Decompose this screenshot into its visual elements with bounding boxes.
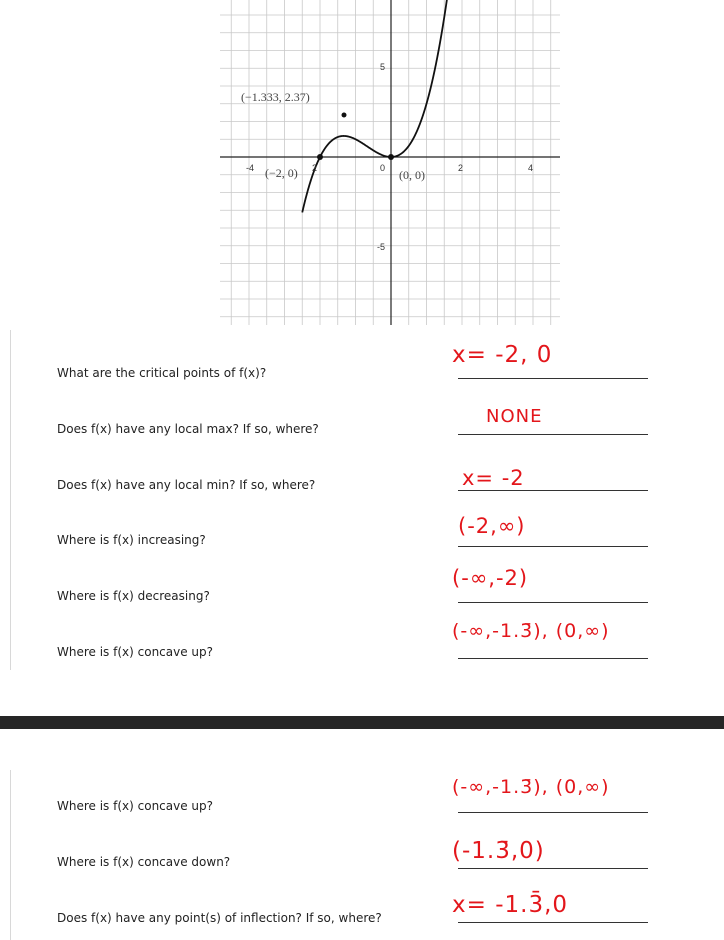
local-max-point	[342, 113, 347, 118]
question-increasing: Where is f(x) increasing?	[57, 533, 206, 547]
label-left-root: (−2, 0)	[265, 166, 298, 180]
question-concave-down: Where is f(x) concave down?	[57, 855, 231, 869]
answer-line-local-max	[458, 434, 648, 435]
tick-x-0: 0	[380, 163, 386, 173]
answer-line-increasing	[458, 546, 648, 547]
answer-local-max: NONE	[486, 406, 543, 427]
answer-line-decreasing	[458, 602, 648, 603]
function-graph	[220, 0, 560, 330]
section-divider	[0, 716, 724, 729]
answer-inflection: x= -1.3̄,0	[452, 892, 569, 918]
answer-line-concave-up	[458, 658, 648, 659]
tick-x-neg2: 2	[312, 163, 318, 173]
question-inflection: Does f(x) have any point(s) of inflection? If so, where?	[57, 911, 382, 925]
margin-rule-lower	[10, 770, 11, 940]
tick-x-2: 2	[458, 163, 464, 173]
tick-y-neg5: -5	[377, 242, 386, 252]
question-local-max: Does f(x) have any local max? If so, where?	[57, 422, 319, 436]
tick-x-4: 4	[528, 163, 534, 173]
answer-concave-up: (-∞,-1.3̄), (0,∞)	[452, 620, 610, 642]
answer-line-concave-up-2	[458, 812, 648, 813]
answer-line-critical-points	[458, 378, 648, 379]
margin-rule	[10, 330, 11, 670]
answer-concave-down: (-1.3̄,0)	[452, 838, 545, 864]
left-root-point	[317, 154, 323, 160]
origin-point	[388, 154, 394, 160]
question-concave-up: Where is f(x) concave up?	[57, 645, 214, 659]
answer-decreasing: (-∞,-2)	[452, 566, 529, 590]
label-local-max: (−1.333, 2.37)	[241, 90, 310, 104]
answer-line-concave-down	[458, 868, 648, 869]
answer-line-inflection	[458, 922, 648, 923]
tick-x-neg4: -4	[246, 163, 255, 173]
tick-y-5: 5	[380, 62, 386, 72]
question-decreasing: Where is f(x) decreasing?	[57, 589, 210, 603]
answer-concave-up-2: (-∞,-1.3̄), (0,∞)	[452, 776, 610, 798]
answer-critical-points: x= -2, 0	[452, 342, 553, 368]
label-origin: (0, 0)	[399, 168, 425, 182]
question-critical-points: What are the critical points of f(x)?	[57, 366, 267, 380]
answer-increasing: (-2,∞)	[458, 514, 526, 538]
answer-local-min: x= -2	[462, 466, 525, 490]
graph-axes	[220, 0, 560, 325]
graph-grid	[220, 0, 560, 325]
question-concave-up-2: Where is f(x) concave up?	[57, 799, 214, 813]
curve-f	[302, 0, 447, 212]
answer-line-local-min	[458, 490, 648, 491]
question-local-min: Does f(x) have any local min? If so, where?	[57, 478, 316, 492]
